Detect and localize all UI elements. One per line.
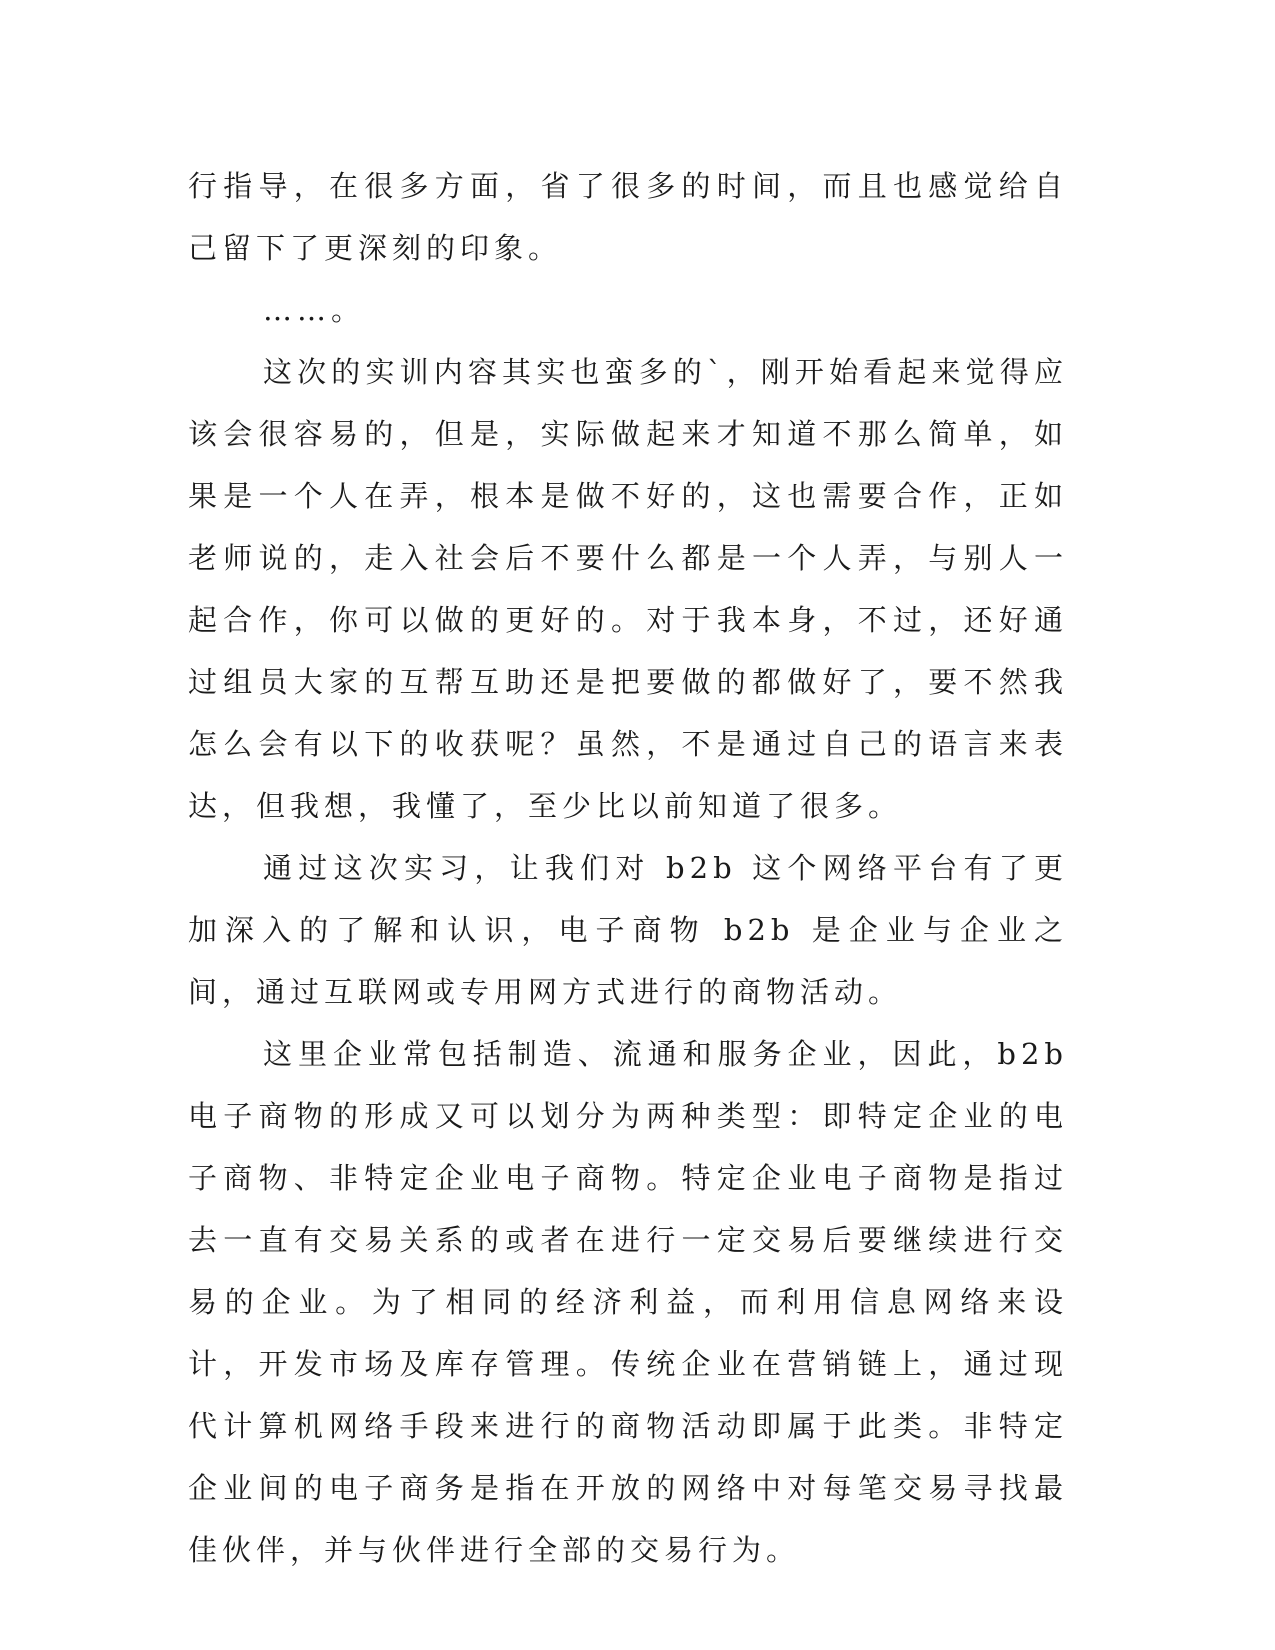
paragraph-5: 这里企业常包括制造、流通和服务企业，因此，b2b 电子商物的形成又可以划分为两种类型：即特定企业的电子商物、非特定企业电子商物。特定企业电子商物是指过去一直有交易关系的或者在进行一定交易后要继续进行交易的企业。为了相同的经济利益，而利用信息网络来设计，开发市场及库存管理。传统企业在营销链上，通过现代计算机网络手段来进行的商物活动即属于此类。非特定企业间的电子商务是指在开放的网络中对每笔交易寻找最佳伙伴，并与伙伴进行全部的交易行为。: [188, 1037, 1068, 1567]
paragraph-2: ……。: [263, 293, 366, 327]
body-text: [188, 155, 1068, 1581]
paragraph-4: 通过这次实习，让我们对 b2b 这个网络平台有了更加深入的了解和认识，电子商物 b2b 是企业与企业之间，通过互联网或专用网方式进行的商物活动。: [188, 851, 1068, 1009]
paragraph-1: 行指导，在很多方面，省了很多的时间，而且也感觉给自己留下了更深刻的印象。: [188, 169, 1068, 265]
paragraph-3: 这次的实训内容其实也蛮多的`，刚开始看起来觉得应该会很容易的，但是，实际做起来才知道不那么简单，如果是一个人在弄，根本是做不好的，这也需要合作，正如老师说的，走入社会后不要什么都是一个人弄，与别人一起合作，你可以做的更好的。对于我本身，不过，还好通过组员大家的互帮互助还是把要做的都做好了，要不然我怎么会有以下的收获呢？虽然，不是通过自己的语言来表达，但我想，我懂了，至少比以前知道了很多。: [188, 355, 1068, 823]
